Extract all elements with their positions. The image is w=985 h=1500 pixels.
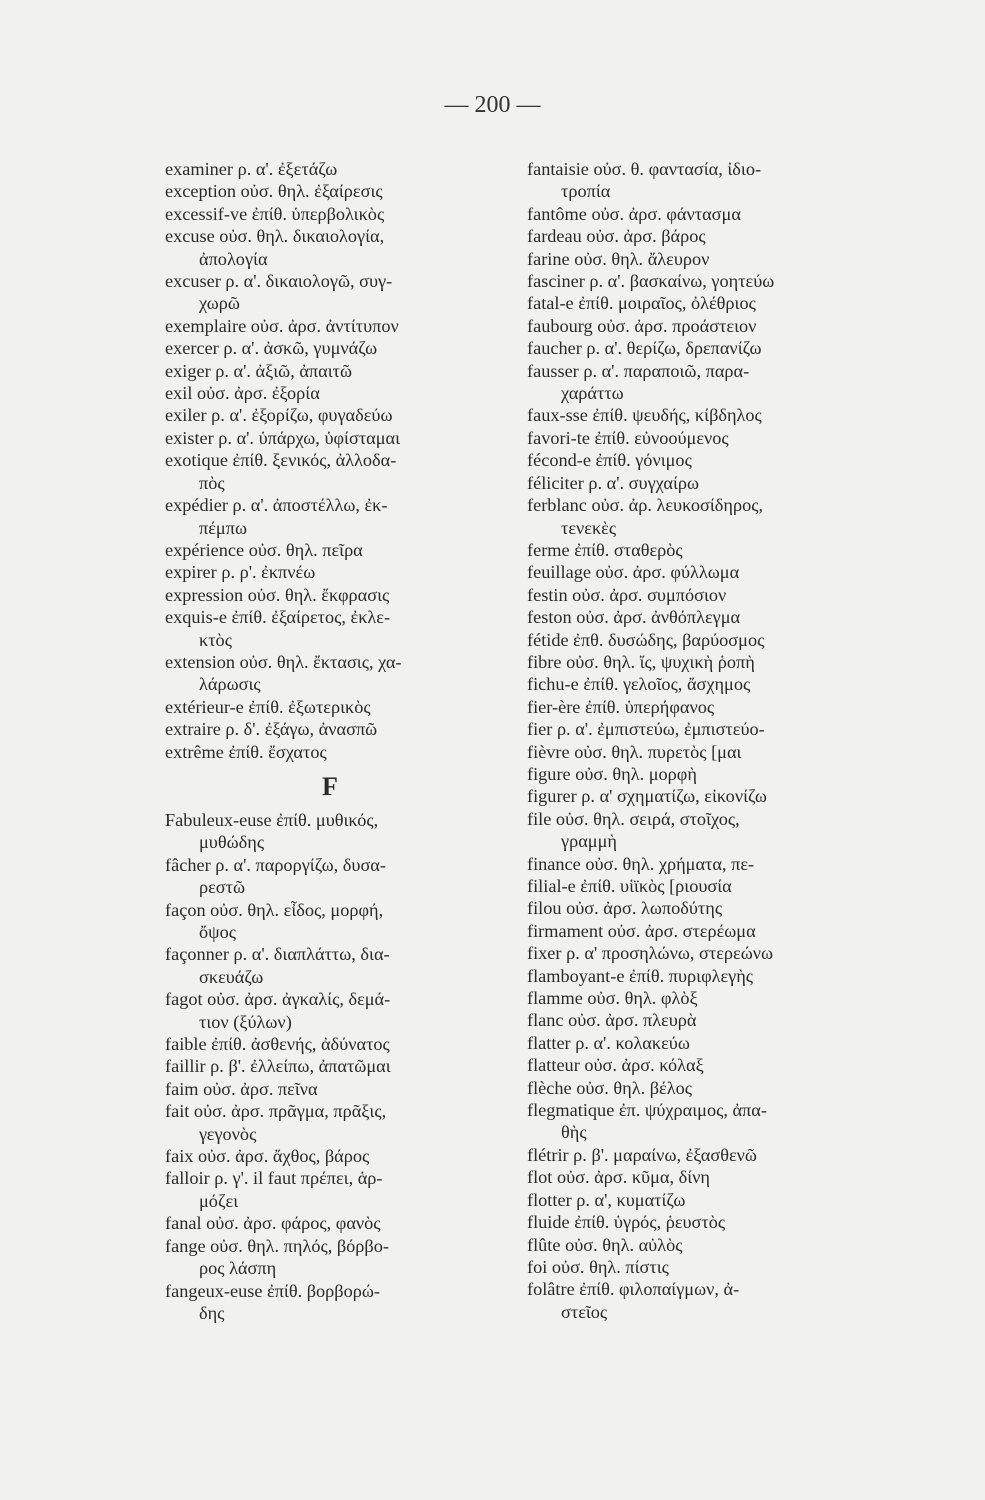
entry-headline: flèche οὐσ. θηλ. βέλος [527,1077,692,1098]
dictionary-entry [527,1278,872,1323]
dictionary-entry [527,360,872,405]
dictionary-entry [527,315,872,337]
entry-headline: flamme οὐσ. θηλ. φλὸξ [527,988,698,1009]
entry-headline: flatter ρ. α'. κολακεύω [527,1032,690,1053]
dictionary-entry [165,854,515,899]
entry-continuation: μόζει [199,1190,239,1211]
entry-continuation: κτὸς [199,629,232,650]
entry-headline: feuillage οὐσ. ἀρσ. φύλλωμα [527,562,740,583]
entry-headline: fangeux-euse ἐπίθ. βορβορώ- [165,1280,380,1301]
entry-headline: exercer ρ. α'. ἀσκῶ, γυμνάζω [165,338,378,359]
entry-continuation: πὸς [199,472,225,493]
entry-headline: feston οὐσ. ἀρσ. ἀνθόπλεγμα [527,607,741,628]
dictionary-entry [165,449,515,494]
dictionary-entry [165,382,515,404]
entry-headline: flamboyant-e ἐπίθ. πυριφλεγὴς [527,965,754,986]
dictionary-entry [527,673,872,695]
dictionary-entry [165,158,515,180]
entry-headline: examiner ρ. α'. ἐξετάζω [165,159,338,179]
dictionary-entry [527,987,872,1009]
dictionary-entry [527,248,872,270]
dictionary-entry [527,449,872,471]
dictionary-entry [165,203,515,225]
dictionary-entry [165,1078,515,1100]
entry-continuation: τροπία [561,181,611,202]
entry-headline: fantôme οὐσ. ἀρσ. φάντασμα [527,203,741,224]
entry-continuation: ὄψος [199,922,236,942]
dictionary-entry [165,427,515,449]
entry-headline: Fabuleux-euse ἐπίθ. μυθικός, [165,809,379,830]
dictionary-entry [165,943,515,988]
entry-continuation: δης [199,1302,225,1323]
entry-headline: faible ἐπίθ. ἀσθενής, ἀδύνατος [165,1034,390,1055]
entry-headline: firmament οὐσ. ἀρσ. στερέωμα [527,920,756,941]
entry-headline: filou οὐσ. ἀρσ. λωποδύτης [527,898,723,919]
entry-continuation: χωρῶ [199,293,240,314]
dictionary-entry [165,1280,515,1325]
entry-headline: faucher ρ. α'. θερίζω, δρεπανίζω [527,338,762,359]
dictionary-entry [165,180,515,202]
entry-headline: flanc οὐσ. ἀρσ. πλευρὰ [527,1010,697,1031]
entry-headline: exister ρ. α'. ὑπάρχω, ὑφίσταμαι [165,427,401,448]
entry-continuation: ρος λάσπη [199,1258,277,1279]
entry-headline: flatteur οὐσ. ἀρσ. κόλαξ [527,1055,704,1076]
entry-headline: façon οὐσ. θηλ. εἶδος, μορφή, [165,899,384,920]
entry-headline: fardeau οὐσ. ἀρσ. βάρος [527,226,706,247]
dictionary-entry [527,1211,872,1233]
dictionary-entry [527,1189,872,1211]
dictionary-entry [527,427,872,449]
dictionary-entry [165,225,515,270]
dictionary-entry [527,965,872,987]
dictionary-entry [165,1235,515,1280]
dictionary-entry [527,1144,872,1166]
dictionary-entry [165,1212,515,1234]
entry-headline: extérieur-e ἐπίθ. ἐξωτερικὸς [165,696,371,717]
entry-headline: faillir ρ. β'. ἐλλείπω, ἀπατῶμαι [165,1056,391,1077]
dictionary-entry [165,741,515,763]
entry-headline: flûte οὐσ. θηλ. αὐλὸς [527,1234,683,1255]
entry-headline: exemplaire οὐσ. ἀρσ. ἀντίτυπον [165,315,399,336]
dictionary-entry [527,808,872,853]
dictionary-entry [165,899,515,944]
dictionary-entry [527,1234,872,1256]
entry-headline: fier-ère ἐπίθ. ὑπερήφανος [527,696,715,717]
entry-headline: façonner ρ. α'. διαπλάττω, δια- [165,944,390,965]
entry-headline: fagot οὐσ. ἀρσ. ἀγκαλίς, δεμά- [165,989,391,1010]
entry-headline: exiger ρ. α'. ἀξιῶ, ἀπαιτῶ [165,360,353,381]
dictionary-entry [527,494,872,539]
dictionary-entry [527,718,872,740]
dictionary-entry [165,651,515,696]
entry-headline: fanal οὐσ. ἀρσ. φάρος, φανὸς [165,1213,381,1234]
dictionary-entry [165,315,515,337]
dictionary-entry [527,696,872,718]
dictionary-entry [527,853,872,875]
entry-headline: fièvre οὐσ. θηλ. πυρετὸς [μαι [527,741,742,762]
right-column [527,158,872,1323]
dictionary-entry [165,561,515,583]
dictionary-entry [527,561,872,583]
entry-headline: exotique ἐπίθ. ξενικός, ἀλλοδα- [165,450,397,471]
entry-continuation: λάρωσις [199,674,261,695]
left-column [165,158,515,1324]
entries-f [165,809,515,1324]
entry-headline: file οὐσ. θηλ. σειρά, στοῖχος, [527,808,740,829]
entry-continuation: γραμμὴ [561,831,617,852]
entry-headline: fibre οὐσ. θηλ. ἴς, ψυχικὴ ῥοπὴ [527,651,755,672]
dictionary-entry [165,270,515,315]
entry-continuation: πέμπω [199,517,247,538]
dictionary-entry [527,1032,872,1054]
entry-headline: fixer ρ. α' προσηλώνω, στερεώνω [527,943,774,964]
entry-headline: expédier ρ. α'. ἀποστέλλω, ἐκ- [165,495,388,516]
entry-continuation: χαράττω [561,383,624,404]
entry-headline: foi οὐσ. θηλ. πίστις [527,1256,669,1277]
entry-headline: faux-sse ἐπίθ. ψευδής, κίβδηλος [527,405,762,426]
dictionary-entry [527,629,872,651]
entry-headline: féliciter ρ. α'. συγχαίρω [527,472,700,493]
entry-headline: folâtre ἐπίθ. φιλοπαίγμων, ἀ- [527,1279,740,1300]
entry-continuation: ρεστῶ [199,877,246,898]
dictionary-entry [527,1054,872,1076]
entry-continuation: τιον (ξύλων) [199,1011,292,1032]
dictionary-entry [165,606,515,651]
dictionary-entry [165,584,515,606]
entry-headline: extraire ρ. δ'. ἐξάγω, ἀνασπῶ [165,719,378,740]
dictionary-entry [527,741,872,763]
entry-headline: festin οὐσ. ἀρσ. συμπόσιον [527,584,727,605]
entry-headline: faix οὐσ. ἀρσ. ἄχθος, βάρος [165,1146,370,1167]
entry-headline: falloir ρ. γ'. il faut πρέπει, ἁρ- [165,1168,383,1189]
dictionary-entry [527,158,872,203]
entry-headline: flotter ρ. α', κυματίζω [527,1189,686,1210]
dictionary-entry [165,1055,515,1077]
dictionary-entry [527,337,872,359]
entry-headline: expirer ρ. ρ'. ἐκπνέω [165,562,316,583]
dictionary-entry [165,1033,515,1055]
section-letter: F [322,771,338,801]
dictionary-entry [165,696,515,718]
entry-headline: fait οὐσ. ἀρσ. πρᾶγμα, πρᾶξις, [165,1101,387,1122]
entry-headline: faubourg οὐσ. ἀρσ. προάστειον [527,315,757,336]
entry-headline: fâcher ρ. α'. παροργίζω, δυσα- [165,854,386,875]
entry-headline: exquis-e ἐπίθ. ἐξαίρετος, ἐκλε- [165,607,391,628]
dictionary-entry [527,404,872,426]
entries-e [165,158,515,763]
dictionary-entry [165,539,515,561]
dictionary-entry [165,1100,515,1145]
dictionary-entry [527,292,872,314]
entry-headline: flétrir ρ. β'. μαραίνω, ἐξασθενῶ [527,1144,757,1165]
dictionary-entry [165,1145,515,1167]
entry-headline: expression οὐσ. θηλ. ἔκφρασις [165,584,390,605]
dictionary-entry [527,203,872,225]
entry-headline: flegmatique ἐπ. ψύχραιμος, ἀπα- [527,1100,767,1121]
dictionary-entry [165,718,515,740]
entry-headline: figurer ρ. α' σχηματίζω, εἰκονίζω [527,786,767,807]
entry-headline: fatal-e ἐπίθ. μοιραῖος, ὀλέθριος [527,293,756,314]
entry-headline: exiler ρ. α'. ἐξορίζω, φυγαδεύω [165,405,393,426]
entry-headline: exception οὐσ. θηλ. ἐξαίρεσις [165,181,383,202]
entry-headline: excessif-ve ἐπίθ. ὑπερβολικὸς [165,203,385,224]
dictionary-entry [527,920,872,942]
entry-headline: finance οὐσ. θηλ. χρήματα, πε- [527,853,755,874]
entry-continuation: γεγονὸς [199,1123,257,1144]
dictionary-entry [165,404,515,426]
dictionary-entry [165,494,515,539]
dictionary-entry [527,472,872,494]
entry-headline: fluide ἐπίθ. ὑγρός, ῥευστὸς [527,1212,726,1233]
dictionary-entry [527,270,872,292]
entry-continuation: στεῖος [561,1301,608,1322]
dictionary-entry [165,1167,515,1212]
entry-continuation: θὴς [561,1122,587,1143]
entry-continuation: σκευάζω [199,966,264,987]
dictionary-entry [527,1009,872,1031]
entry-headline: faim οὐσ. ἀρσ. πεῖνα [165,1078,318,1099]
dictionary-entry [165,360,515,382]
entry-headline: ferme ἐπίθ. σταθερὸς [527,539,683,560]
entry-headline: favori-te ἐπίθ. εὐνοούμενος [527,427,729,448]
entry-headline: fétide ἐπθ. δυσώδης, βαρύοσμος [527,629,765,650]
dictionary-entry [165,809,515,854]
entry-headline: extrême ἐπίθ. ἔσχατος [165,741,327,762]
entry-headline: fier ρ. α'. ἐμπιστεύω, ἐμπιστεύο- [527,719,765,740]
dictionary-entry [527,651,872,673]
entries-right [527,158,872,1323]
dictionary-entry [527,584,872,606]
entry-headline: fichu-e ἐπίθ. γελοῖος, ἄσχημος [527,674,751,695]
entry-headline: figure οὐσ. θηλ. μορφὴ [527,763,697,784]
dictionary-entry [527,1256,872,1278]
entry-headline: fasciner ρ. α'. βασκαίνω, γοητεύω [527,271,775,292]
dictionary-entry [527,225,872,247]
entry-continuation: τενεκὲς [561,517,617,538]
entry-headline: exil οὐσ. ἀρσ. ἐξορία [165,383,320,404]
page-number: — 200 — [444,92,541,118]
entry-headline: fécond-e ἐπίθ. γόνιμος [527,450,692,471]
dictionary-entry [527,942,872,964]
entry-headline: expérience οὐσ. θηλ. πεῖρα [165,539,363,560]
entry-headline: extension οὐσ. θηλ. ἔκτασις, χα- [165,651,402,672]
dictionary-entry [527,897,872,919]
dictionary-entry [527,785,872,807]
entry-headline: fange οὐσ. θηλ. πηλός, βόρβο- [165,1235,389,1256]
entry-headline: farine οὐσ. θηλ. ἄλευρον [527,248,710,269]
dictionary-entry [527,606,872,628]
dictionary-entry [165,988,515,1033]
entry-headline: fantaisie οὐσ. θ. φαντασία, ἰδιο- [527,159,762,179]
dictionary-entry [527,1166,872,1188]
dictionary-entry [527,539,872,561]
entry-headline: excuse οὐσ. θηλ. δικαιολογία, [165,226,385,247]
dictionary-entry [527,1077,872,1099]
entry-headline: filial-e ἐπίθ. υἱϊκὸς [ριουσία [527,876,732,896]
dictionary-entry [527,875,872,897]
entry-headline: flot οὐσ. ἀρσ. κῦμα, δίνη [527,1167,710,1188]
entry-headline: ferblanc οὐσ. ἀρ. λευκοσίδηρος, [527,495,764,516]
dictionary-entry [527,763,872,785]
dictionary-entry [527,1099,872,1144]
entry-continuation: ἀπολογία [199,248,268,269]
entry-headline: fausser ρ. α'. παραποιῶ, παρα- [527,360,750,381]
entry-continuation: μυθώδης [199,832,265,853]
dictionary-entry [165,337,515,359]
entry-headline: excuser ρ. α'. δικαιολογῶ, συγ- [165,271,393,292]
